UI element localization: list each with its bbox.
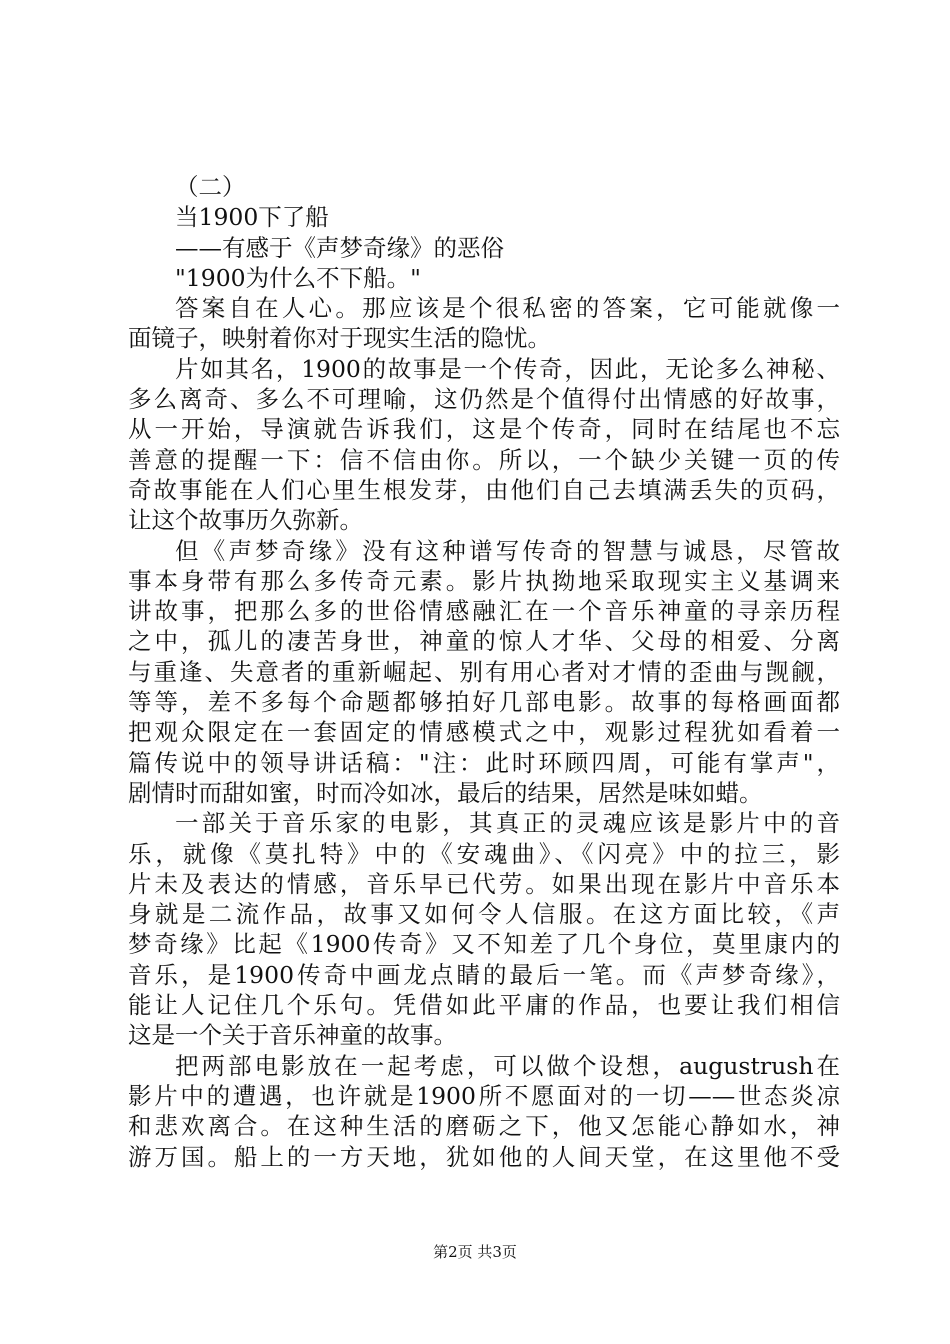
text-line: （二） [175, 173, 246, 201]
text-line: 善意的提醒一下：信不信由你。所以，一个缺少关键一页的传 [128, 445, 840, 474]
text-line: 答案自在人心。那应该是个很私密的答案，它可能就像一 [175, 294, 840, 323]
text-line: 从一开始，导演就告诉我们，这是个传奇，同时在结尾也不忘 [128, 415, 840, 444]
text-line: "1900为什么不下船。" [175, 263, 421, 292]
text-line: 梦奇缘》比起《1900传奇》又不知差了几个身位，莫里康内的 [128, 930, 840, 959]
text-line: 等等，差不多每个命题都够拍好几部电影。故事的每格画面都 [128, 688, 840, 717]
text-line: 剧情时而甜如蜜，时而冷如冰，最后的结果，居然是味如蜡。 [128, 778, 763, 807]
text-line: 游万国。船上的一方天地，犹如他的人间天堂，在这里他不受 [128, 1142, 840, 1171]
text-line: ——有感于《声梦奇缘》的恶俗 [175, 233, 504, 262]
text-line: 和悲欢离合。在这种生活的磨砺之下，他又怎能心静如水，神 [128, 1112, 840, 1141]
text-line: 多么离奇、多么不可理喻，这仍然是个值得付出情感的好故事， [128, 385, 840, 414]
text-line: 能让人记住几个乐句。凭借如此平庸的作品，也要让我们相信 [128, 991, 840, 1020]
text-line: 音乐，是1900传奇中画龙点睛的最后一笔。而《声梦奇缘》， [128, 960, 840, 989]
text-line: 事本身带有那么多传奇元素。影片执拗地采取现实主义基调来 [128, 566, 840, 595]
text-line: 这是一个关于音乐神童的故事。 [128, 1021, 457, 1050]
text-line: 但《声梦奇缘》没有这种谱写传奇的智慧与诚恳，尽管故 [175, 536, 840, 565]
document-body [128, 172, 840, 1172]
text-line: 讲故事，把那么多的世俗情感融汇在一个音乐神童的寻亲历程 [128, 597, 840, 626]
text-line: 片如其名，1900的故事是一个传奇，因此，无论多么神秘、 [175, 354, 840, 383]
text-line: 身就是二流作品，故事又如何令人信服。在这方面比较，《声 [128, 900, 840, 929]
text-line: 之中，孤儿的凄苦身世，神童的惊人才华、父母的相爱、分离 [128, 627, 840, 656]
text-line: 篇传说中的领导讲话稿："注：此时环顾四周，可能有掌声"， [128, 748, 840, 777]
text-line: 影片中的遭遇，也许就是1900所不愿面对的一切——世态炎凉 [128, 1081, 840, 1110]
page-footer: 第2页 共3页 [433, 1243, 517, 1261]
text-line: 当1900下了船 [175, 203, 329, 232]
text-line: 把两部电影放在一起考虑，可以做个设想，augustrush在 [175, 1051, 840, 1080]
text-line: 乐，就像《莫扎特》中的《安魂曲》、《闪亮》中的拉三，影 [128, 839, 840, 868]
text-line: 片未及表达的情感，音乐早已代劳。如果出现在影片中音乐本 [128, 869, 840, 898]
text-line: 一部关于音乐家的电影，其真正的灵魂应该是影片中的音 [175, 809, 840, 838]
text-line: 奇故事能在人们心里生根发芽，由他们自己去填满丢失的页码， [128, 475, 840, 504]
text-line: 让这个故事历久弥新。 [128, 506, 363, 535]
text-line: 把观众限定在一套固定的情感模式之中，观影过程犹如看着一 [128, 718, 840, 747]
text-line: 面镜子，映射着你对于现实生活的隐忧。 [128, 324, 551, 353]
text-line: 与重逢、失意者的重新崛起、别有用心者对才情的歪曲与觊觎， [128, 657, 840, 686]
